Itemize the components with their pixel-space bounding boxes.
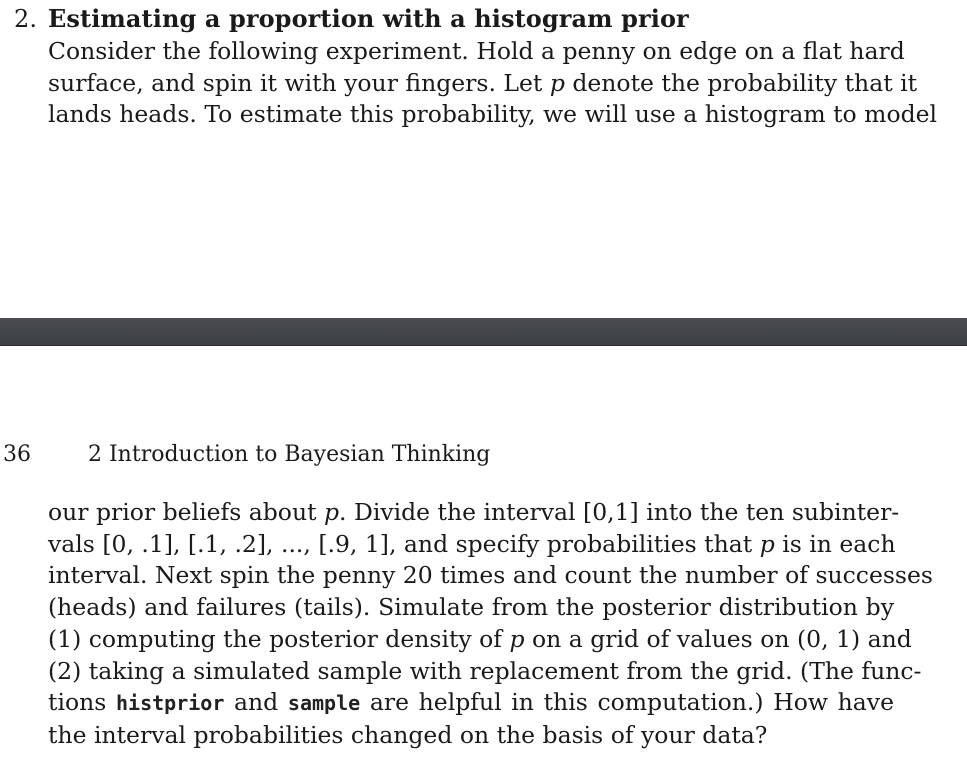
- cont-line-7-a: tions: [48, 688, 116, 717]
- chapter-title: 2 Introduction to Bayesian Thinking: [88, 442, 491, 467]
- code-histprior: histprior: [115, 691, 225, 716]
- cont-line-2: [48, 529, 894, 561]
- cont-line-2-a: vals [0, .1], [.1, .2], ..., [.9, 1], and specify probabilities that: [48, 529, 760, 558]
- cont-line-6: (2) taking a simulated sample with replacement from the grid. (The func-: [48, 656, 922, 685]
- page-bottom-fragment: [0, 346, 967, 759]
- problem-number: 2.: [14, 5, 38, 33]
- cont-line-1-b: . Divide the interval [0,1] into the ten subinter-: [339, 498, 900, 526]
- cont-line-7: [48, 687, 894, 720]
- intro-line-3: lands heads. To estimate this probability, we will use a histogram to model: [48, 100, 938, 129]
- variable-p: p: [759, 529, 775, 558]
- page-top-fragment: [0, 0, 967, 318]
- problem-intro-paragraph: [48, 36, 938, 131]
- page-number: 36: [3, 442, 31, 467]
- variable-p: p: [549, 68, 565, 97]
- intro-line-2: [48, 68, 918, 100]
- cont-line-1: [48, 497, 900, 529]
- variable-p: p: [509, 624, 525, 653]
- intro-line-2-b: denote the probability that it: [564, 68, 918, 97]
- cont-line-1-a: our prior beliefs about: [48, 498, 324, 526]
- code-sample: sample: [287, 691, 361, 716]
- cont-line-3: interval. Next spin the penny 20 times and count the number of successes: [48, 561, 933, 590]
- cont-line-2-b: is in each: [774, 529, 896, 558]
- cont-line-8: the interval probabilities changed on the basis of your data?: [48, 720, 768, 749]
- problem-continuation-paragraph: [48, 497, 933, 752]
- page-divider: [0, 318, 967, 346]
- problem-title: Estimating a proportion with a histogram prior: [48, 4, 689, 33]
- cont-line-7-c: are helpful in this computation.) How have: [360, 688, 894, 717]
- intro-line-1: Consider the following experiment. Hold a penny on edge on a flat hard: [48, 37, 905, 65]
- variable-p: p: [324, 498, 340, 526]
- problem-heading: [14, 4, 689, 33]
- cont-line-5: [48, 624, 912, 656]
- cont-line-5-a: (1) computing the posterior density of: [48, 624, 510, 653]
- cont-line-5-b: on a grid of values on (0, 1) and: [524, 624, 912, 653]
- cont-line-7-b: and: [224, 688, 288, 717]
- intro-line-2-a: surface, and spin it with your fingers. Let: [48, 68, 550, 97]
- cont-line-4: (heads) and failures (tails). Simulate from the posterior distribution by: [48, 593, 894, 622]
